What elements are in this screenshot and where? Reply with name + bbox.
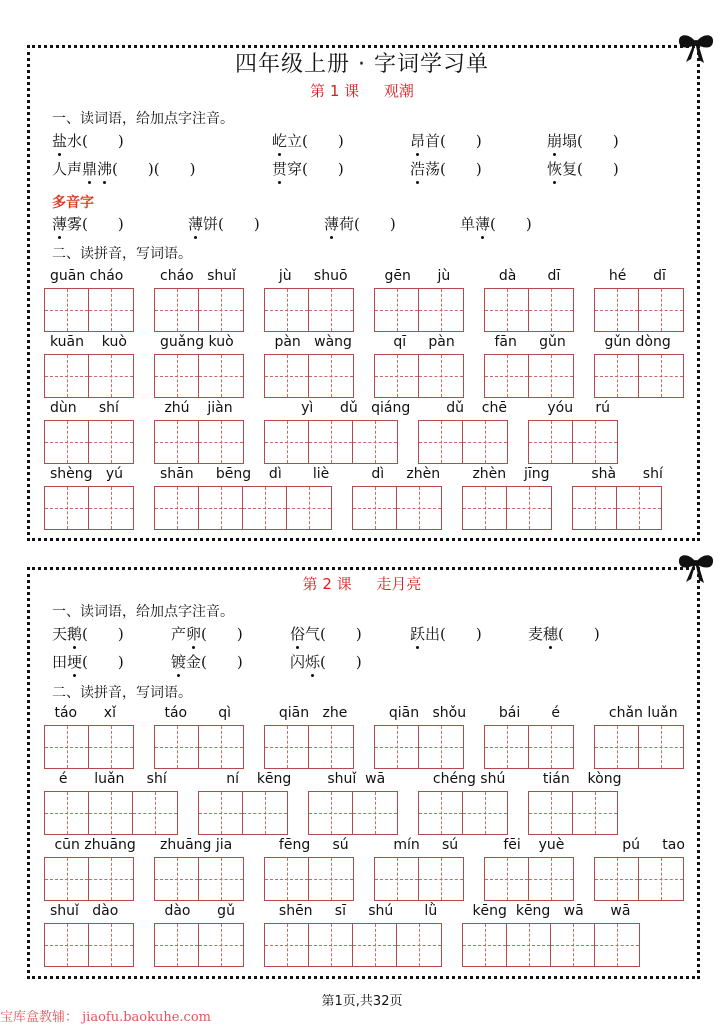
tianzige-cell[interactable]	[375, 726, 419, 768]
writing-grid[interactable]	[154, 288, 244, 332]
word-text: 天	[52, 625, 68, 643]
word-text: 闪	[290, 653, 306, 671]
tianzige-cell[interactable]	[89, 858, 133, 900]
tianzige-cell[interactable]	[45, 858, 89, 900]
annotate-word	[547, 158, 619, 179]
tianzige-cell[interactable]	[375, 289, 419, 331]
pinyin-label: táo xǐ	[50, 705, 116, 721]
annotate-word	[410, 130, 482, 151]
tianzige-cell[interactable]	[595, 355, 639, 397]
writing-grid[interactable]	[264, 420, 398, 464]
page-title: 四年级上册 · 字词学习单	[235, 52, 489, 77]
pinyin-label: fēi yuè	[490, 837, 565, 853]
tianzige-cell[interactable]	[45, 421, 89, 463]
tianzige-cell[interactable]	[375, 858, 419, 900]
pinyin-label: chéng shú	[424, 771, 506, 787]
word-text: 产	[171, 625, 187, 643]
writing-grid[interactable]	[594, 288, 684, 332]
writing-grid[interactable]	[374, 725, 464, 769]
pinyin-label: mín sú	[380, 837, 459, 853]
tianzige-cell[interactable]	[199, 792, 243, 834]
writing-grid[interactable]	[418, 791, 508, 835]
tianzige-cell[interactable]	[199, 924, 243, 966]
tianzige-cell[interactable]	[45, 289, 89, 331]
pinyin-label: bái é	[490, 705, 561, 721]
pinyin-label: dà dī	[490, 268, 561, 284]
tianzige-cell[interactable]	[199, 858, 243, 900]
annotate-word	[52, 623, 124, 644]
writing-grid[interactable]	[44, 420, 134, 464]
writing-grid[interactable]	[44, 857, 134, 901]
tianzige-cell[interactable]	[89, 355, 133, 397]
tianzige-cell[interactable]	[353, 792, 397, 834]
tianzige-cell[interactable]	[45, 792, 89, 834]
tianzige-cell[interactable]	[89, 289, 133, 331]
writing-grid[interactable]	[374, 354, 464, 398]
tianzige-cell[interactable]	[89, 792, 133, 834]
annotate-word	[290, 623, 362, 644]
tianzige-cell[interactable]	[199, 487, 243, 529]
writing-grid[interactable]	[154, 420, 244, 464]
dotted-char: 薄	[475, 215, 491, 233]
tianzige-cell[interactable]	[485, 289, 529, 331]
pinyin-label: shèng yú	[50, 466, 124, 482]
pinyin-label: pàn wàng	[270, 334, 352, 350]
word-text: 立( )	[287, 132, 344, 150]
pinyin-label: é luǎn shí	[50, 771, 167, 787]
polyphone-heading: 多音字	[52, 195, 94, 211]
lesson2-section2-heading: 二、读拼音，写词语。	[52, 685, 192, 701]
tianzige-cell[interactable]	[155, 355, 199, 397]
lesson1-section2-heading: 二、读拼音，写词语。	[52, 246, 192, 262]
dotted-char: 贯	[272, 160, 288, 178]
tianzige-cell[interactable]	[309, 726, 353, 768]
tianzige-cell[interactable]	[45, 355, 89, 397]
word-text: ( )( )	[112, 160, 196, 178]
tianzige-cell[interactable]	[595, 289, 639, 331]
tianzige-cell[interactable]	[265, 858, 309, 900]
tianzige-cell[interactable]	[309, 924, 353, 966]
word-text: 气( )	[305, 625, 362, 643]
pinyin-label: chǎn luǎn	[600, 705, 678, 721]
tianzige-cell[interactable]	[507, 924, 551, 966]
dotted-char: 沸	[97, 160, 113, 178]
pinyin-label: zhú jiàn	[160, 400, 233, 416]
annotate-word	[410, 623, 482, 644]
word-text: 穿( )	[287, 160, 344, 178]
word-text: 田	[52, 653, 68, 671]
pinyin-label: guān cháo	[50, 268, 124, 284]
tianzige-cell[interactable]	[529, 421, 573, 463]
writing-grid[interactable]	[264, 725, 354, 769]
tianzige-cell[interactable]	[155, 924, 199, 966]
tianzige-cell[interactable]	[265, 355, 309, 397]
pinyin-label: shuǐ wā	[314, 771, 386, 787]
tianzige-cell[interactable]	[89, 487, 133, 529]
tianzige-cell[interactable]	[199, 726, 243, 768]
annotate-word	[188, 213, 260, 234]
dotted-char: 薄	[52, 215, 68, 233]
word-text: ( )	[82, 653, 124, 671]
tianzige-cell[interactable]	[595, 858, 639, 900]
tianzige-cell[interactable]	[199, 421, 243, 463]
tianzige-cell[interactable]	[353, 924, 397, 966]
writing-grid[interactable]	[484, 288, 574, 332]
word-text: 荷( )	[339, 215, 396, 233]
lesson1-name: 观潮	[383, 82, 414, 100]
dotted-char: 薄	[324, 215, 340, 233]
writing-grid[interactable]	[528, 420, 618, 464]
pinyin-label: dùn shí	[50, 400, 119, 416]
dotted-char: 盐	[52, 132, 68, 150]
pinyin-label: hé dī	[600, 268, 666, 284]
writing-grid[interactable]	[374, 288, 464, 332]
writing-grid[interactable]	[594, 725, 684, 769]
pinyin-label: zhuāng jia	[160, 837, 233, 853]
word-text: ( )	[558, 625, 600, 643]
tianzige-cell[interactable]	[419, 355, 463, 397]
tianzige-cell[interactable]	[573, 487, 617, 529]
tianzige-cell[interactable]	[155, 726, 199, 768]
annotate-word	[547, 130, 619, 151]
writing-grid[interactable]	[44, 725, 134, 769]
tianzige-cell[interactable]	[551, 924, 595, 966]
dotted-char: 俗	[290, 625, 306, 643]
pinyin-label: jù shuō	[270, 268, 348, 284]
writing-grid[interactable]	[154, 354, 244, 398]
writing-grid[interactable]	[44, 486, 134, 530]
annotate-word	[171, 623, 243, 644]
tianzige-cell[interactable]	[639, 289, 683, 331]
pinyin-label: qiān shǒu	[380, 705, 467, 721]
tianzige-cell[interactable]	[529, 289, 573, 331]
tianzige-cell[interactable]	[529, 858, 573, 900]
writing-grid[interactable]	[154, 725, 244, 769]
tianzige-cell[interactable]	[287, 487, 331, 529]
writing-grid[interactable]	[264, 354, 354, 398]
writing-grid[interactable]	[154, 923, 244, 967]
pinyin-label: pú tao	[600, 837, 685, 853]
dotted-char: 昂	[410, 132, 426, 150]
tianzige-cell[interactable]	[155, 421, 199, 463]
lesson2-header	[0, 573, 724, 594]
tianzige-cell[interactable]	[419, 421, 463, 463]
tianzige-cell[interactable]	[529, 726, 573, 768]
tianzige-cell[interactable]	[89, 726, 133, 768]
tianzige-cell[interactable]	[265, 726, 309, 768]
writing-grid[interactable]	[264, 857, 354, 901]
tianzige-cell[interactable]	[199, 355, 243, 397]
annotate-word	[410, 158, 482, 179]
annotate-word	[528, 623, 600, 644]
tianzige-cell[interactable]	[419, 858, 463, 900]
word-text: 雾( )	[67, 215, 124, 233]
tianzige-cell[interactable]	[463, 487, 507, 529]
word-text: 麦	[528, 625, 544, 643]
lesson2-number: 第 2 课	[302, 575, 352, 593]
tianzige-cell[interactable]	[419, 726, 463, 768]
annotate-word	[52, 651, 124, 672]
word-text: ( )	[201, 625, 243, 643]
dotted-char: 埂	[67, 653, 83, 671]
pinyin-label: shà shí	[578, 466, 663, 482]
dotted-char: 烁	[305, 653, 321, 671]
tianzige-cell[interactable]	[155, 289, 199, 331]
pinyin-label: táo qì	[160, 705, 232, 721]
pinyin-label: shēn sī shú lǜ	[270, 903, 438, 919]
tianzige-cell[interactable]	[419, 792, 463, 834]
tianzige-cell[interactable]	[243, 487, 287, 529]
writing-grid[interactable]	[484, 857, 574, 901]
pinyin-label: cháo shuǐ	[160, 268, 236, 284]
dotted-char: 崩	[547, 132, 563, 150]
word-text: ( )	[320, 653, 362, 671]
tianzige-cell[interactable]	[309, 792, 353, 834]
pinyin-label: qī pàn	[380, 334, 455, 350]
tianzige-cell[interactable]	[45, 487, 89, 529]
word-text: 水( )	[67, 132, 124, 150]
tianzige-cell[interactable]	[617, 487, 661, 529]
annotate-word	[290, 651, 362, 672]
tianzige-cell[interactable]	[45, 924, 89, 966]
pinyin-label: zhèn jīng	[468, 466, 550, 482]
writing-grid[interactable]	[264, 288, 354, 332]
dotted-char: 卵	[186, 625, 202, 643]
word-text: 人声	[52, 160, 83, 178]
writing-grid[interactable]	[154, 486, 332, 530]
writing-grid[interactable]	[462, 486, 552, 530]
lesson2-section1-heading: 一、读词语，给加点字注音。	[52, 604, 234, 620]
pinyin-label: kuān kuò	[50, 334, 127, 350]
pinyin-label: qiān zhe	[270, 705, 348, 721]
tianzige-cell[interactable]	[529, 355, 573, 397]
pinyin-label: shuǐ dào	[50, 903, 119, 919]
lesson1-number: 第 1 课	[310, 82, 360, 100]
pinyin-label: guǎng kuò	[160, 334, 234, 350]
writing-grid[interactable]	[462, 923, 640, 967]
writing-grid[interactable]	[352, 486, 442, 530]
dotted-char: 恢	[547, 160, 563, 178]
writing-grid[interactable]	[44, 791, 178, 835]
word-text: 出( )	[425, 625, 482, 643]
writing-grid[interactable]	[198, 791, 288, 835]
word-text: 复( )	[562, 160, 619, 178]
tianzige-cell[interactable]	[309, 355, 353, 397]
tianzige-cell[interactable]	[243, 792, 287, 834]
page-number: 第1页,共32页	[321, 994, 403, 1009]
annotate-word	[460, 213, 532, 234]
writing-grid[interactable]	[264, 923, 442, 967]
word-text: 塌( )	[562, 132, 619, 150]
pinyin-label: yóu rú	[534, 400, 610, 416]
pinyin-label: dǔ chē	[424, 400, 507, 416]
dotted-char: 浩	[410, 160, 426, 178]
tianzige-cell[interactable]	[573, 792, 617, 834]
tianzige-cell[interactable]	[485, 726, 529, 768]
writing-grid[interactable]	[484, 354, 574, 398]
tianzige-cell[interactable]	[155, 487, 199, 529]
writing-grid[interactable]	[484, 725, 574, 769]
writing-grid[interactable]	[594, 857, 684, 901]
word-text: 荡( )	[425, 160, 482, 178]
tianzige-cell[interactable]	[463, 792, 507, 834]
writing-grid[interactable]	[154, 857, 244, 901]
tianzige-cell[interactable]	[463, 421, 507, 463]
tianzige-cell[interactable]	[397, 487, 441, 529]
lesson1-header	[0, 80, 724, 101]
tianzige-cell[interactable]	[309, 289, 353, 331]
word-text: 金( )	[186, 653, 243, 671]
tianzige-cell[interactable]	[639, 858, 683, 900]
word-text: 单	[460, 215, 476, 233]
dotted-char: 鼎	[82, 160, 98, 178]
dotted-char: 薄	[188, 215, 204, 233]
tianzige-cell[interactable]	[199, 289, 243, 331]
tianzige-cell[interactable]	[529, 792, 573, 834]
pinyin-label: shān bēng dì liè	[160, 466, 330, 482]
tianzige-cell[interactable]	[397, 924, 441, 966]
watermark-link[interactable]: 宝库盒教辅： jiaofu.baokuhe.com	[0, 1010, 211, 1025]
writing-grid[interactable]	[44, 923, 134, 967]
word-text: ( )	[82, 625, 124, 643]
pinyin-label: kēng kēng wā wā	[468, 903, 631, 919]
lesson2-name: 走月亮	[376, 575, 422, 593]
tianzige-cell[interactable]	[595, 924, 639, 966]
pinyin-label: dì zhèn	[358, 466, 441, 482]
tianzige-cell[interactable]	[89, 421, 133, 463]
writing-grid[interactable]	[572, 486, 662, 530]
writing-grid[interactable]	[418, 420, 508, 464]
tianzige-cell[interactable]	[309, 858, 353, 900]
tianzige-cell[interactable]	[573, 421, 617, 463]
writing-grid[interactable]	[594, 354, 684, 398]
tianzige-cell[interactable]	[419, 289, 463, 331]
word-text: 首( )	[425, 132, 482, 150]
annotate-word	[52, 213, 124, 234]
word-text: 饼( )	[203, 215, 260, 233]
tianzige-cell[interactable]	[309, 421, 353, 463]
pinyin-label: gǔn dòng	[600, 334, 671, 350]
dotted-char: 穗	[543, 625, 559, 643]
tianzige-cell[interactable]	[353, 421, 397, 463]
tianzige-cell[interactable]	[507, 487, 551, 529]
pinyin-label: gēn jù	[380, 268, 451, 284]
annotate-word	[171, 651, 243, 672]
tianzige-cell[interactable]	[89, 924, 133, 966]
tianzige-cell[interactable]	[45, 726, 89, 768]
tianzige-cell[interactable]	[133, 792, 177, 834]
writing-grid[interactable]	[374, 857, 464, 901]
writing-grid[interactable]	[308, 791, 398, 835]
word-text: ( )	[490, 215, 532, 233]
tianzige-cell[interactable]	[155, 858, 199, 900]
tianzige-cell[interactable]	[595, 726, 639, 768]
writing-grid[interactable]	[528, 791, 618, 835]
pinyin-label: ní kēng	[204, 771, 292, 787]
pinyin-label: cūn zhuāng	[50, 837, 136, 853]
pinyin-label: yì dǔ qiáng	[270, 400, 411, 416]
tianzige-cell[interactable]	[265, 289, 309, 331]
pinyin-label: dào gǔ	[160, 903, 235, 919]
tianzige-cell[interactable]	[639, 355, 683, 397]
dotted-char: 跃	[410, 625, 426, 643]
dotted-char: 屹	[272, 132, 288, 150]
tianzige-cell[interactable]	[463, 924, 507, 966]
tianzige-cell[interactable]	[265, 421, 309, 463]
tianzige-cell[interactable]	[485, 858, 529, 900]
pinyin-label: fēng sú	[270, 837, 349, 853]
writing-grid[interactable]	[44, 354, 134, 398]
writing-grid[interactable]	[44, 288, 134, 332]
annotate-word	[272, 130, 344, 151]
tianzige-cell[interactable]	[375, 355, 419, 397]
tianzige-cell[interactable]	[485, 355, 529, 397]
pinyin-label: fān gǔn	[490, 334, 566, 350]
dotted-char: 鹅	[67, 625, 83, 643]
annotate-word	[272, 158, 344, 179]
annotate-word	[52, 130, 124, 151]
tianzige-cell[interactable]	[639, 726, 683, 768]
pinyin-label: tián kòng	[534, 771, 622, 787]
tianzige-cell[interactable]	[265, 924, 309, 966]
annotate-word	[324, 213, 396, 234]
tianzige-cell[interactable]	[353, 487, 397, 529]
annotate-word	[52, 158, 195, 179]
dotted-char: 镀	[171, 653, 187, 671]
lesson1-section1-heading: 一、读词语，给加点字注音。	[52, 111, 234, 127]
